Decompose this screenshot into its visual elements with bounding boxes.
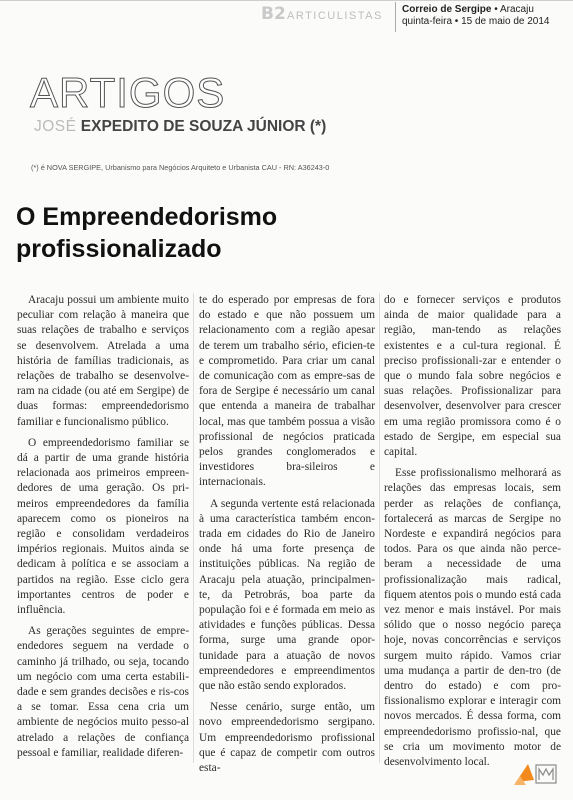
section-name: ARTICULISTAS — [287, 10, 383, 22]
column-divider — [379, 293, 380, 763]
publication-city: Aracaju — [500, 4, 534, 15]
column-label: ARTIGOS — [30, 69, 226, 116]
paragraph: te do esperado por empresas de fora do estado e que não possuem um relacionamento com a região apesar de terem um trabalho sério, eficien-te e comprometido. Para criar um canal de comunicação com as empre-sas de fora de Sergipe é necessário um canal que entenda a maneira de trabalhar local, mas que também possua a visão profissional de negócios praticada pelos grandes conglomerados e investidores bra-sileiros e internacionais. — [199, 294, 375, 489]
headline-line-2: profissionalizado — [16, 235, 222, 263]
publication-date: quinta-feira • 15 de maio de 2014 — [402, 16, 550, 27]
publication-info — [402, 4, 550, 28]
header-rule — [0, 0, 573, 1]
paragraph: As gerações seguintes de empre-endedores seguem na verdade o caminho já trilhado, ou seja, tocando um negócio com uma certa estabili-dade e sem grandes decisões e ris-cos a se tomar. Essa cena cria um ambiente de negócios muito pesso-al atrelado a relações de confiança pessoal e familiar, realidade diferen- — [17, 625, 189, 759]
paragraph: Esse profissionalismo melhorará as relações das empresas locais, sem perder as relações de confiança, fortalecerá as marcas de Sergipe no Nordeste e expandirá negócios para todos. Para os que ainda não perce-beram a necessidade de uma profissionalização mais radical, fiquem atentos pois o mundo está cada vez menor e mais instável. Por mais sólido que o nosso negócio pareça hoje, novas concorrências e serviços surgem muito rápido. Vamos criar uma mudança a partir de den-tro (de dentro do estado) e com pro-fissionalismo explorar e interagir com novos mercados. É dessa forma, com empreendedorismo profissio-nal, que se cria um movimento motor de desenvolvimento local. — [384, 467, 561, 769]
author-name — [34, 119, 326, 135]
article-column-1 — [17, 293, 189, 761]
logo-mark — [539, 769, 553, 780]
paragraph: Nesse cenário, surge então, um novo empreendedorismo sergipano. Um empreendedorismo profissional que é capaz de competir com outros esta- — [199, 701, 375, 775]
bullet: • — [494, 4, 498, 15]
article-column-2 — [199, 293, 375, 776]
paragraph: O empreendedorismo familiar se dá a partir de uma grande história relacionada aos primeiros empreen-dedores de uma geração. Os pri-meiros empreendedores da família aparecem como os pioneiros na região e consolidam verdadeiros impérios regionais. Muitos ainda se dedicam à política e se associam a partidos na região. Esse ciclo gera importantes centros de poder e influência. — [17, 436, 189, 617]
paragraph: Aracaju possui um ambiente muito peculiar com relação à maneira que suas relações de trabalho e serviços se desenvolvem. Atrelada a uma história de famílias tradicionais, as relações de trabalho se desenvolve-ram na cidade (ou até em Sergipe) de duas formas: empreendedorismo familiar e funcionalismo público. — [17, 294, 189, 428]
publication-name: Correio de Sergipe — [402, 4, 492, 15]
paragraph: A segunda vertente está relacionada à uma característica também encon-trada em cidades do Rio de Janeiro onde há uma forte presença de instituições públicas. Na região de Aracaju pela atuação, principalmen-te, da Petrobrás, boa parte da população foi e é formada em meio as atividades e funções públicas. Dessa forma, surge uma grande opor-tunidade para a atuação de novos empreendedores e empreendimentos que não estão sendo explorados. — [199, 497, 375, 693]
page-number: B2 — [261, 4, 286, 24]
paragraph: do e fornecer serviços e produtos ainda de maior qualidade para a região, man-tendo as relações existentes e a cul-tura regional. É preciso profissionali-zar e entender o que o mundo fala sobre negócios e suas relações. Profissionalizar para desenvolver, desenvolver para crescer em uma região promissora como é o estado de Sergipe, em especial sua capital. — [384, 294, 561, 459]
headline-line-1: O Empreendedorismo — [16, 203, 278, 231]
author-first-name: JOSÉ — [34, 118, 77, 135]
column-divider — [193, 293, 194, 763]
article-headline — [16, 201, 516, 265]
author-note: (*) é NOVA SERGIPE, Urbanismo para Negócios Arquiteto e Urbanista CAU - RN: A36243-0 — [31, 163, 330, 172]
publisher-logo — [512, 758, 560, 788]
author-last-name: EXPEDITO DE SOUZA JÚNIOR (*) — [80, 118, 327, 135]
article-column-3 — [384, 293, 561, 770]
header-separator — [395, 2, 396, 32]
